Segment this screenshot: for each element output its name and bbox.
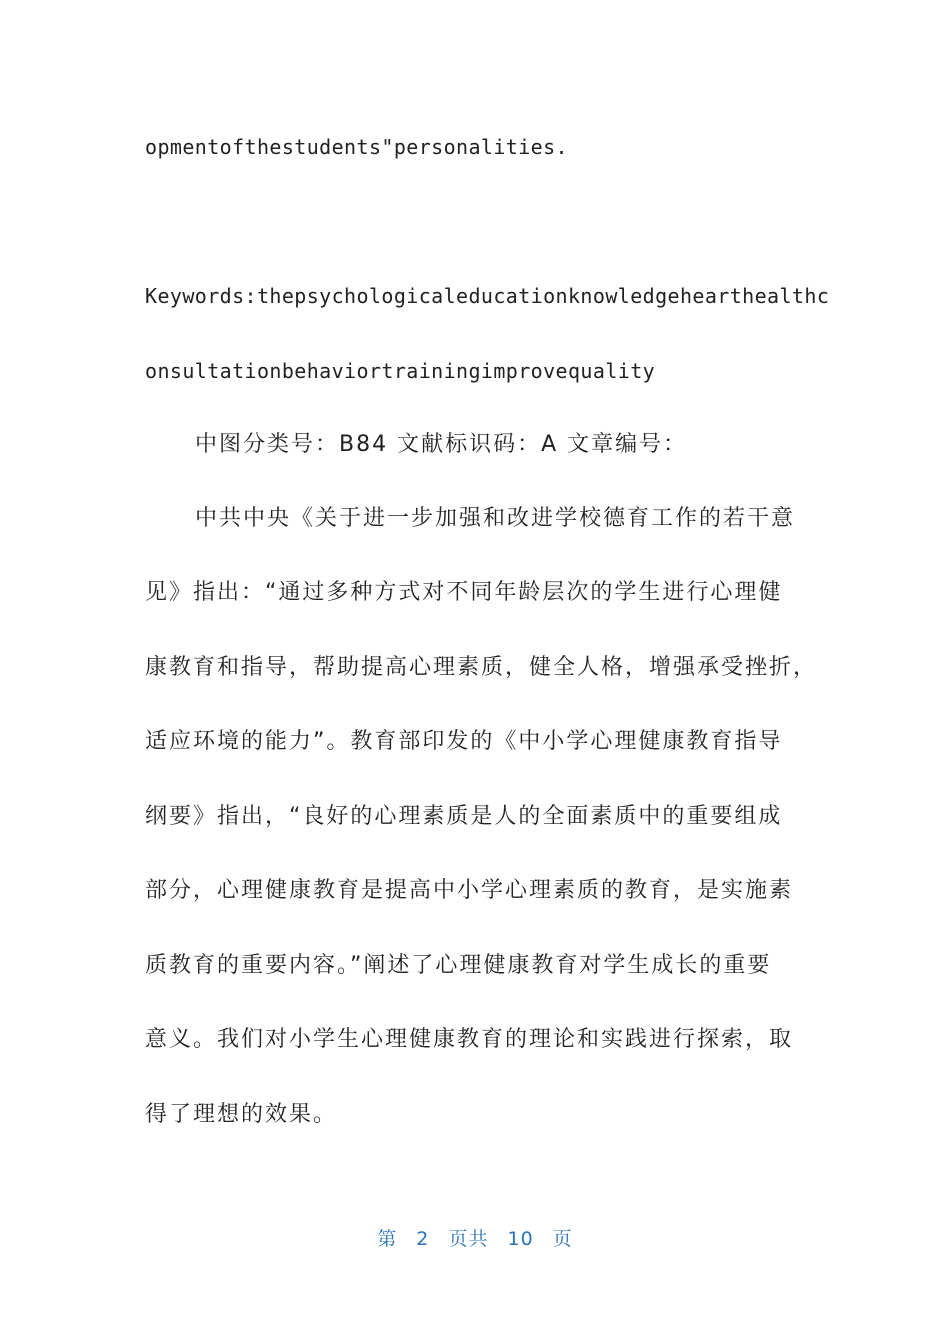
- keywords-line-1: Keywords:thepsychologicaleducationknowledgehearthealthc: [145, 284, 830, 308]
- page-footer: [0, 1225, 950, 1253]
- current-page-number: 2: [416, 1228, 430, 1250]
- footer-suffix: 页: [552, 1228, 573, 1250]
- body-line: 质教育的重要内容。”阐述了心理健康教育对学生成长的重要: [145, 953, 772, 978]
- body-line: 康教育和指导，帮助提高心理素质，健全人格，增强承受挫折，: [145, 655, 818, 680]
- body-line: 适应环境的能力”。教育部印发的《中小学心理健康教育指导: [145, 729, 783, 754]
- footer-prefix: 第: [377, 1228, 398, 1250]
- body-line: 意义。我们对小学生心理健康教育的理论和实践进行探索，取: [145, 1027, 794, 1052]
- body-line: 见》指出：“通过多种方式对不同年龄层次的学生进行心理健: [145, 580, 783, 605]
- footer-middle: 页共: [448, 1228, 489, 1250]
- body-line: 部分，心理健康教育是提高中小学心理素质的教育，是实施素: [145, 878, 794, 903]
- body-line: 中共中央《关于进一步加强和改进学校德育工作的若干意: [195, 506, 796, 531]
- keywords-line-2: onsultationbehaviortrainingimprovequality: [145, 359, 656, 383]
- body-line: 得了理想的效果。: [145, 1102, 338, 1127]
- classification-line: 中图分类号：B84 文献标识码：A 文章编号：: [195, 432, 688, 457]
- abstract-tail-line: opmentofthestudents"personalities.: [145, 135, 568, 159]
- body-line: 纲要》指出，“良好的心理素质是人的全面素质中的重要组成: [145, 804, 783, 829]
- total-pages-number: 10: [507, 1228, 534, 1250]
